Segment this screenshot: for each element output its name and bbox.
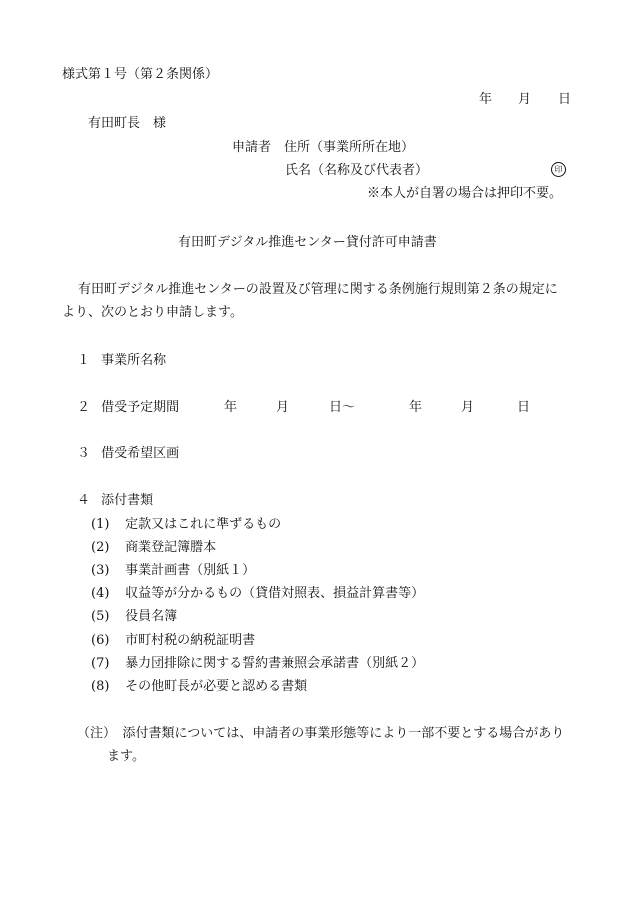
- attachment-label: 商業登記簿謄本: [125, 540, 217, 555]
- attachment-label: 事業計画書（別紙１）: [125, 563, 256, 578]
- attachment-number: (3): [91, 563, 110, 578]
- applicant-address-label: 申請者 住所（事業所所在地）: [232, 140, 415, 155]
- attachment-item: [91, 541, 216, 554]
- date-month-label: 月: [518, 92, 532, 107]
- item-label: 事業所名称: [101, 353, 167, 368]
- period-start-day: 日～: [329, 400, 356, 415]
- document-title: 有田町デジタル推進センター貸付許可申請書: [178, 235, 437, 250]
- attachment-item: [91, 680, 307, 693]
- item-lease-period: [77, 401, 179, 414]
- period-end-year: 年: [409, 400, 423, 415]
- attachment-number: (6): [91, 633, 110, 648]
- attachment-label: 定款又はこれに準ずるもの: [125, 517, 282, 532]
- attachment-item: [91, 518, 281, 531]
- attachment-item: [91, 610, 177, 623]
- note-line-1: （注） 添付書類については、申請者の事業形態等により一部不要とする場合があり: [77, 726, 565, 741]
- form-number: 様式第１号（第２条関係）: [62, 67, 219, 82]
- date-day-label: 日: [558, 92, 572, 107]
- attachment-label: 収益等が分かるもの（貸借対照表、損益計算書等）: [125, 586, 425, 601]
- attachment-number: (7): [91, 656, 110, 671]
- attachment-item: [91, 657, 424, 670]
- seal-mark: 印: [551, 162, 566, 177]
- attachment-number: (4): [91, 586, 110, 601]
- attachment-item: [91, 634, 255, 647]
- attachment-number: (8): [91, 679, 110, 694]
- item-number: ２: [77, 400, 91, 415]
- date-year-label: 年: [479, 92, 493, 107]
- item-label: 借受希望区画: [101, 446, 180, 461]
- attachment-label: 市町村税の納税証明書: [125, 633, 256, 648]
- item-number: ３: [77, 446, 91, 461]
- body-text-line-1: 有田町デジタル推進センターの設置及び管理に関する条例施行規則第２条の規定に: [78, 282, 558, 297]
- period-start-year: 年: [224, 400, 238, 415]
- attachment-number: (1): [91, 517, 110, 532]
- item-number: ４: [77, 493, 91, 508]
- attachment-number: (5): [91, 609, 110, 624]
- seal-note: ※本人が自署の場合は押印不要。: [367, 186, 563, 201]
- attachment-label: その他町長が必要と認める書類: [125, 679, 308, 694]
- item-label: 借受予定期間: [101, 400, 180, 415]
- item-attachments: [77, 494, 153, 507]
- body-text-line-2: より、次のとおり申請します。: [62, 305, 243, 320]
- attachment-label: 暴力団排除に関する誓約書兼照会承諾書（別紙２）: [125, 656, 425, 671]
- note-line-2: ます。: [107, 749, 145, 764]
- attachment-item: [91, 564, 255, 577]
- period-start-month: 月: [276, 400, 290, 415]
- attachment-item: [91, 587, 424, 600]
- addressee: 有田町長 様: [88, 116, 167, 131]
- attachment-number: (2): [91, 540, 110, 555]
- item-label: 添付書類: [101, 493, 154, 508]
- item-number: １: [77, 353, 91, 368]
- period-end-month: 月: [461, 400, 475, 415]
- item-business-name: [77, 354, 166, 367]
- period-end-day: 日: [517, 400, 531, 415]
- item-desired-section: [77, 447, 179, 460]
- attachment-label: 役員名簿: [125, 609, 178, 624]
- applicant-name-label: 氏名（名称及び代表者）: [285, 163, 429, 178]
